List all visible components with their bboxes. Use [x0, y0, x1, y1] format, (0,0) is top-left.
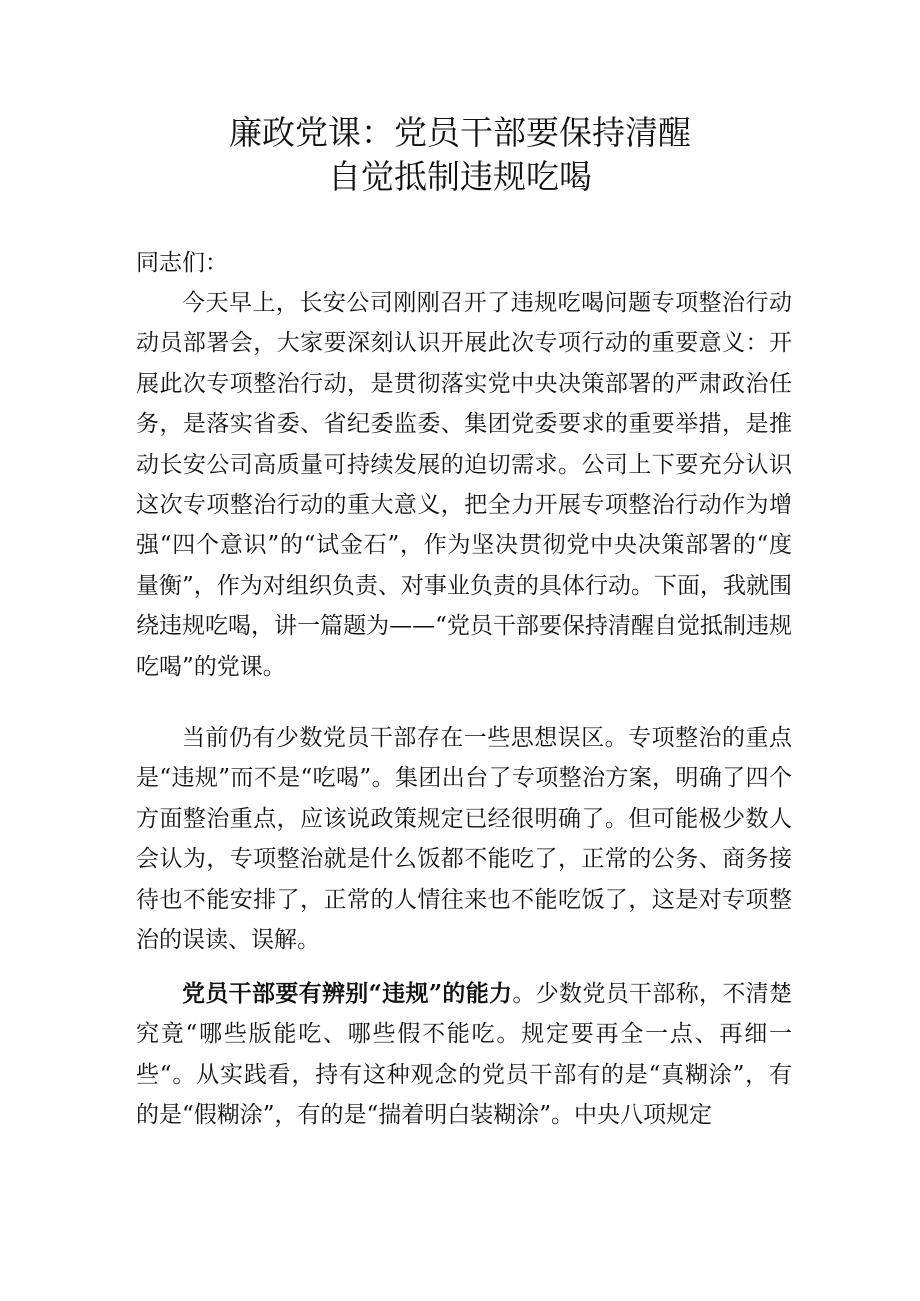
paragraph-3-text: 。少数党员干部称，不清楚究竟“哪些版能吃、哪些假不能吃。规定要再全一点、再细一些“。从实践看，持有这种观念的党员干部有的是“真糊涂”，有的是“假糊涂”，有的是“揣着明白装糊涂”。中央八项规定	[136, 981, 792, 1129]
document-title-line-1: 廉政党课：党员干部要保持清醒	[229, 113, 691, 152]
paragraph-3	[136, 974, 792, 1136]
salutation: 同志们：	[136, 250, 228, 276]
document-title-line-2: 自觉抵制违规吃喝	[328, 157, 592, 196]
paragraph-3-bold-lead: 党员干部要有辨别“违规”的能力	[182, 980, 513, 1007]
paragraph-1: 今天早上，长安公司刚刚召开了违规吃喝问题专项整治行动动员部署会，大家要深刻认识开展此次专项行动的重要意义：开展此次专项整治行动，是贯彻落实党中央决策部署的严肃政治任务，是落实省委、省纪委监委、集团党委要求的重要举措，是推动长安公司高质量可持续发展的迫切需求。公司上下要充分认识这次专项整治行动的重大意义，把全力开展专项整治行动作为增强“四个意识”的“试金石”，作为坚决贯彻党中央决策部署的“度量衡”，作为对组织负责、对事业负责的具体行动。下面，我就围绕违规吃喝，讲一篇题为——“党员干部要保持清醒自觉抵制违规吃喝”的党课。	[136, 290, 792, 680]
paragraph-2: 当前仍有少数党员干部存在一些思想误区。专项整治的重点是“违规”而不是“吃喝”。集团出台了专项整治方案，明确了四个方面整治重点，应该说政策规定已经很明确了。但可能极少数人会认为，专项整治就是什么饭都不能吃了，正常的公务、商务接待也不能安排了，正常的人情往来也不能吃饭了，这是对专项整治的误读、误解。	[136, 725, 792, 954]
